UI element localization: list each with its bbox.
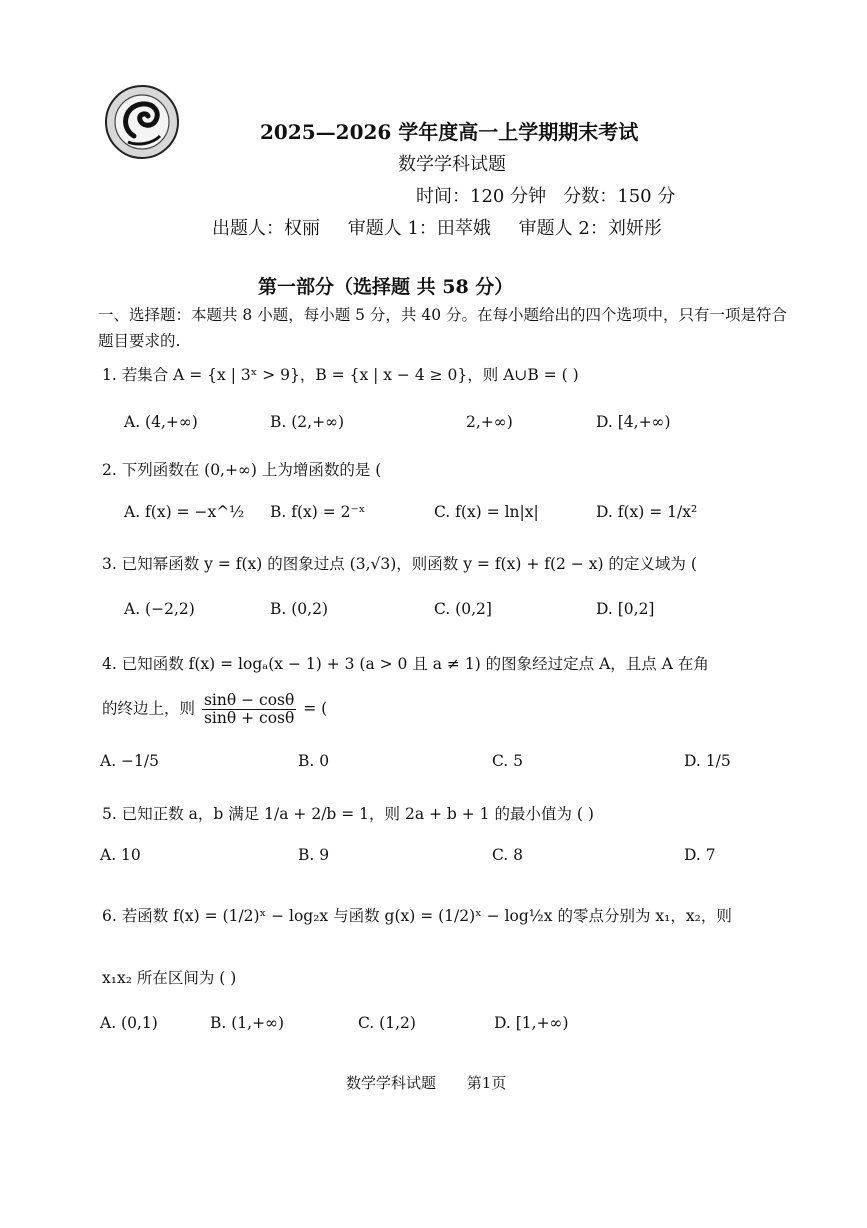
section-instructions: 一、选择题：本题共 8 小题，每小题 5 分，共 40 分。在每小题给出的四个选项中，只有一项是符合题目要求的. [98, 306, 788, 350]
question-5-option-d: D. 7 [684, 846, 716, 864]
question-3-option-a: A. (−2,2) [124, 600, 195, 618]
question-4-prefix: 的终边上，则 [102, 699, 196, 718]
exam-authors [212, 214, 684, 240]
question-6-stem-line2: x₁x₂ 所在区间为 ( ) [102, 969, 237, 987]
question-1-option-d: D. [4,+∞) [596, 413, 671, 431]
question-5-option-b: B. 9 [298, 846, 330, 864]
question-4-option-b: B. 0 [298, 752, 330, 770]
question-4-fraction [202, 692, 296, 727]
reviewer2-label: 审题人 2：刘妍彤 [518, 218, 662, 239]
question-2-option-d: D. f(x) = 1/x² [596, 503, 698, 521]
exam-time-score: 时间：120 分钟 分数：150 分 [416, 186, 676, 207]
question-1-option-c: 2,+∞) [466, 413, 513, 431]
question-4-stem-line2 [102, 692, 327, 727]
question-2-stem: 2. 下列函数在 (0,+∞) 上为增函数的是 ( [102, 461, 382, 479]
question-4-option-c: C. 5 [492, 752, 524, 770]
question-6-option-b: B. (1,+∞) [210, 1014, 285, 1032]
exam-title: 2025—2026 学年度高一上学期期末考试 [260, 120, 639, 144]
question-3-stem: 3. 已知幂函数 y = f(x) 的图象过点 (3,√3)，则函数 y = f(x) + f(2 − x) 的定义域为 ( [102, 555, 697, 573]
footer-subject: 数学学科试题 [346, 1074, 437, 1092]
question-3-option-d: D. [0,2] [596, 600, 655, 618]
school-seal-logo [104, 84, 180, 160]
exam-subject: 数学学科试题 [398, 154, 506, 175]
question-5-option-a: A. 10 [100, 846, 141, 864]
question-2-option-b: B. f(x) = 2⁻ˣ [270, 503, 366, 521]
page-footer [346, 1072, 532, 1093]
question-1-option-b: B. (2,+∞) [270, 413, 345, 431]
question-2-option-c: C. f(x) = ln|x| [434, 503, 539, 521]
question-6-stem-line1: 6. 若函数 f(x) = (1/2)ˣ − log₂x 与函数 g(x) = (1/2)ˣ − log½x 的零点分别为 x₁，x₂，则 [102, 907, 732, 925]
part-heading: 第一部分（选择题 共 58 分） [258, 276, 514, 298]
question-4-fraction-denominator: sinθ + cosθ [203, 709, 295, 728]
question-4-fraction-numerator: sinθ − cosθ [203, 691, 295, 709]
question-1-option-a: A. (4,+∞) [124, 413, 198, 431]
question-6-option-d: D. [1,+∞) [494, 1014, 569, 1032]
question-4-suffix: = ( [303, 699, 328, 718]
question-5-stem: 5. 已知正数 a，b 满足 1/a + 2/b = 1，则 2a + b + 1 的最小值为 ( ) [102, 805, 594, 823]
question-6-option-c: C. (1,2) [358, 1014, 416, 1032]
reviewer1-label: 审题人 1：田萃娥 [347, 218, 491, 239]
question-3-option-b: B. (0,2) [270, 600, 328, 618]
question-4-option-d: D. 1/5 [684, 752, 731, 770]
question-2-option-a: A. f(x) = −x^½ [124, 503, 245, 521]
question-3-option-c: C. (0,2] [434, 600, 492, 618]
question-6-option-a: A. (0,1) [100, 1014, 158, 1032]
question-5-option-c: C. 8 [492, 846, 524, 864]
question-4-stem-line1: 4. 已知函数 f(x) = logₐ(x − 1) + 3 (a > 0 且 a ≠ 1) 的图象经过定点 A，且点 A 在角 [102, 655, 709, 673]
question-4-option-a: A. −1/5 [100, 752, 159, 770]
footer-page-number: 第1页 [466, 1074, 507, 1092]
setter-label: 出题人：权丽 [212, 218, 320, 239]
question-1-stem: 1. 若集合 A = {x | 3ˣ > 9}，B = {x | x − 4 ≥ 0}，则 A∪B = ( ) [102, 366, 579, 384]
